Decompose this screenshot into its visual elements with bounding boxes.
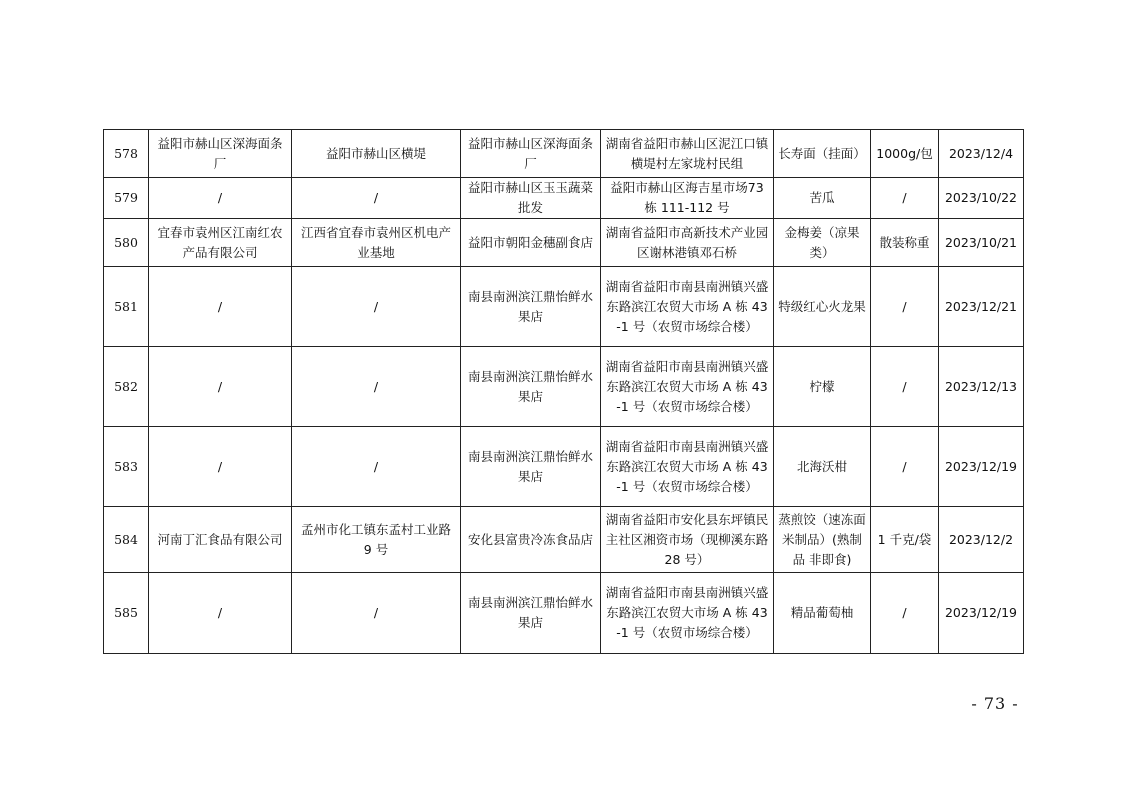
row-number-cell: 583 xyxy=(104,427,149,507)
row-number-cell: 584 xyxy=(104,507,149,573)
producer-address-cell: / xyxy=(292,347,461,427)
product-name-cell: 金梅姜（凉果类） xyxy=(774,219,871,267)
product-name-cell: 特级红心火龙果 xyxy=(774,267,871,347)
seller-address-cell: 湖南省益阳市安化县东坪镇民主社区湘资市场（现柳溪东路 28 号） xyxy=(601,507,774,573)
date-cell: 2023/12/4 xyxy=(939,130,1024,178)
product-name-cell: 柠檬 xyxy=(774,347,871,427)
producer-name-cell: / xyxy=(149,267,292,347)
row-number-cell: 582 xyxy=(104,347,149,427)
producer-name-cell: / xyxy=(149,573,292,654)
seller-address-cell: 湖南省益阳市高新技术产业园区谢林港镇邓石桥 xyxy=(601,219,774,267)
spec-cell: / xyxy=(871,178,939,219)
table-row xyxy=(104,178,1024,219)
table-row xyxy=(104,219,1024,267)
producer-address-cell: 孟州市化工镇东孟村工业路 9 号 xyxy=(292,507,461,573)
food-sampling-table xyxy=(103,129,1024,654)
producer-address-cell: 益阳市赫山区横堤 xyxy=(292,130,461,178)
table-row xyxy=(104,507,1024,573)
seller-name-cell: 南县南洲滨江鼎怡鲜水果店 xyxy=(461,267,601,347)
producer-name-cell: 宜春市袁州区江南红农产品有限公司 xyxy=(149,219,292,267)
product-name-cell: 苦瓜 xyxy=(774,178,871,219)
page-number: - 73 - xyxy=(971,694,1019,713)
seller-name-cell: 益阳市朝阳金穗副食店 xyxy=(461,219,601,267)
product-name-cell: 北海沃柑 xyxy=(774,427,871,507)
seller-name-cell: 安化县富贵冷冻食品店 xyxy=(461,507,601,573)
seller-address-cell: 益阳市赫山区海吉星市场73 栋 111-112 号 xyxy=(601,178,774,219)
producer-address-cell: / xyxy=(292,178,461,219)
seller-name-cell: 南县南洲滨江鼎怡鲜水果店 xyxy=(461,427,601,507)
row-number-cell: 585 xyxy=(104,573,149,654)
spec-cell: 1000g/包 xyxy=(871,130,939,178)
table-row xyxy=(104,427,1024,507)
table-body xyxy=(104,130,1024,654)
seller-address-cell: 湖南省益阳市南县南洲镇兴盛东路滨江农贸大市场 A 栋 43-1 号（农贸市场综合楼） xyxy=(601,427,774,507)
producer-address-cell: 江西省宜春市袁州区机电产业基地 xyxy=(292,219,461,267)
table-row xyxy=(104,347,1024,427)
spec-cell: 1 千克/袋 xyxy=(871,507,939,573)
producer-name-cell: / xyxy=(149,347,292,427)
date-cell: 2023/12/2 xyxy=(939,507,1024,573)
seller-name-cell: 南县南洲滨江鼎怡鲜水果店 xyxy=(461,573,601,654)
table-row xyxy=(104,130,1024,178)
row-number-cell: 578 xyxy=(104,130,149,178)
seller-address-cell: 湖南省益阳市南县南洲镇兴盛东路滨江农贸大市场 A 栋 43-1 号（农贸市场综合楼） xyxy=(601,267,774,347)
table-row xyxy=(104,573,1024,654)
producer-address-cell: / xyxy=(292,427,461,507)
product-name-cell: 蒸煎饺（速冻面米制品）(熟制品 非即食) xyxy=(774,507,871,573)
producer-name-cell: 河南丁汇食品有限公司 xyxy=(149,507,292,573)
date-cell: 2023/12/19 xyxy=(939,573,1024,654)
spec-cell: / xyxy=(871,573,939,654)
seller-address-cell: 湖南省益阳市赫山区泥江口镇横堤村左家垅村民组 xyxy=(601,130,774,178)
date-cell: 2023/10/21 xyxy=(939,219,1024,267)
date-cell: 2023/10/22 xyxy=(939,178,1024,219)
date-cell: 2023/12/21 xyxy=(939,267,1024,347)
product-name-cell: 精品葡萄柚 xyxy=(774,573,871,654)
table-row xyxy=(104,267,1024,347)
row-number-cell: 581 xyxy=(104,267,149,347)
producer-address-cell: / xyxy=(292,573,461,654)
spec-cell: / xyxy=(871,427,939,507)
seller-address-cell: 湖南省益阳市南县南洲镇兴盛东路滨江农贸大市场 A 栋 43-1 号（农贸市场综合楼） xyxy=(601,573,774,654)
seller-address-cell: 湖南省益阳市南县南洲镇兴盛东路滨江农贸大市场 A 栋 43-1 号（农贸市场综合楼） xyxy=(601,347,774,427)
date-cell: 2023/12/13 xyxy=(939,347,1024,427)
row-number-cell: 579 xyxy=(104,178,149,219)
seller-name-cell: 南县南洲滨江鼎怡鲜水果店 xyxy=(461,347,601,427)
date-cell: 2023/12/19 xyxy=(939,427,1024,507)
row-number-cell: 580 xyxy=(104,219,149,267)
product-name-cell: 长寿面（挂面） xyxy=(774,130,871,178)
producer-name-cell: 益阳市赫山区深海面条厂 xyxy=(149,130,292,178)
producer-address-cell: / xyxy=(292,267,461,347)
producer-name-cell: / xyxy=(149,427,292,507)
spec-cell: / xyxy=(871,347,939,427)
spec-cell: 散装称重 xyxy=(871,219,939,267)
spec-cell: / xyxy=(871,267,939,347)
seller-name-cell: 益阳市赫山区玉玉蔬菜批发 xyxy=(461,178,601,219)
producer-name-cell: / xyxy=(149,178,292,219)
seller-name-cell: 益阳市赫山区深海面条厂 xyxy=(461,130,601,178)
